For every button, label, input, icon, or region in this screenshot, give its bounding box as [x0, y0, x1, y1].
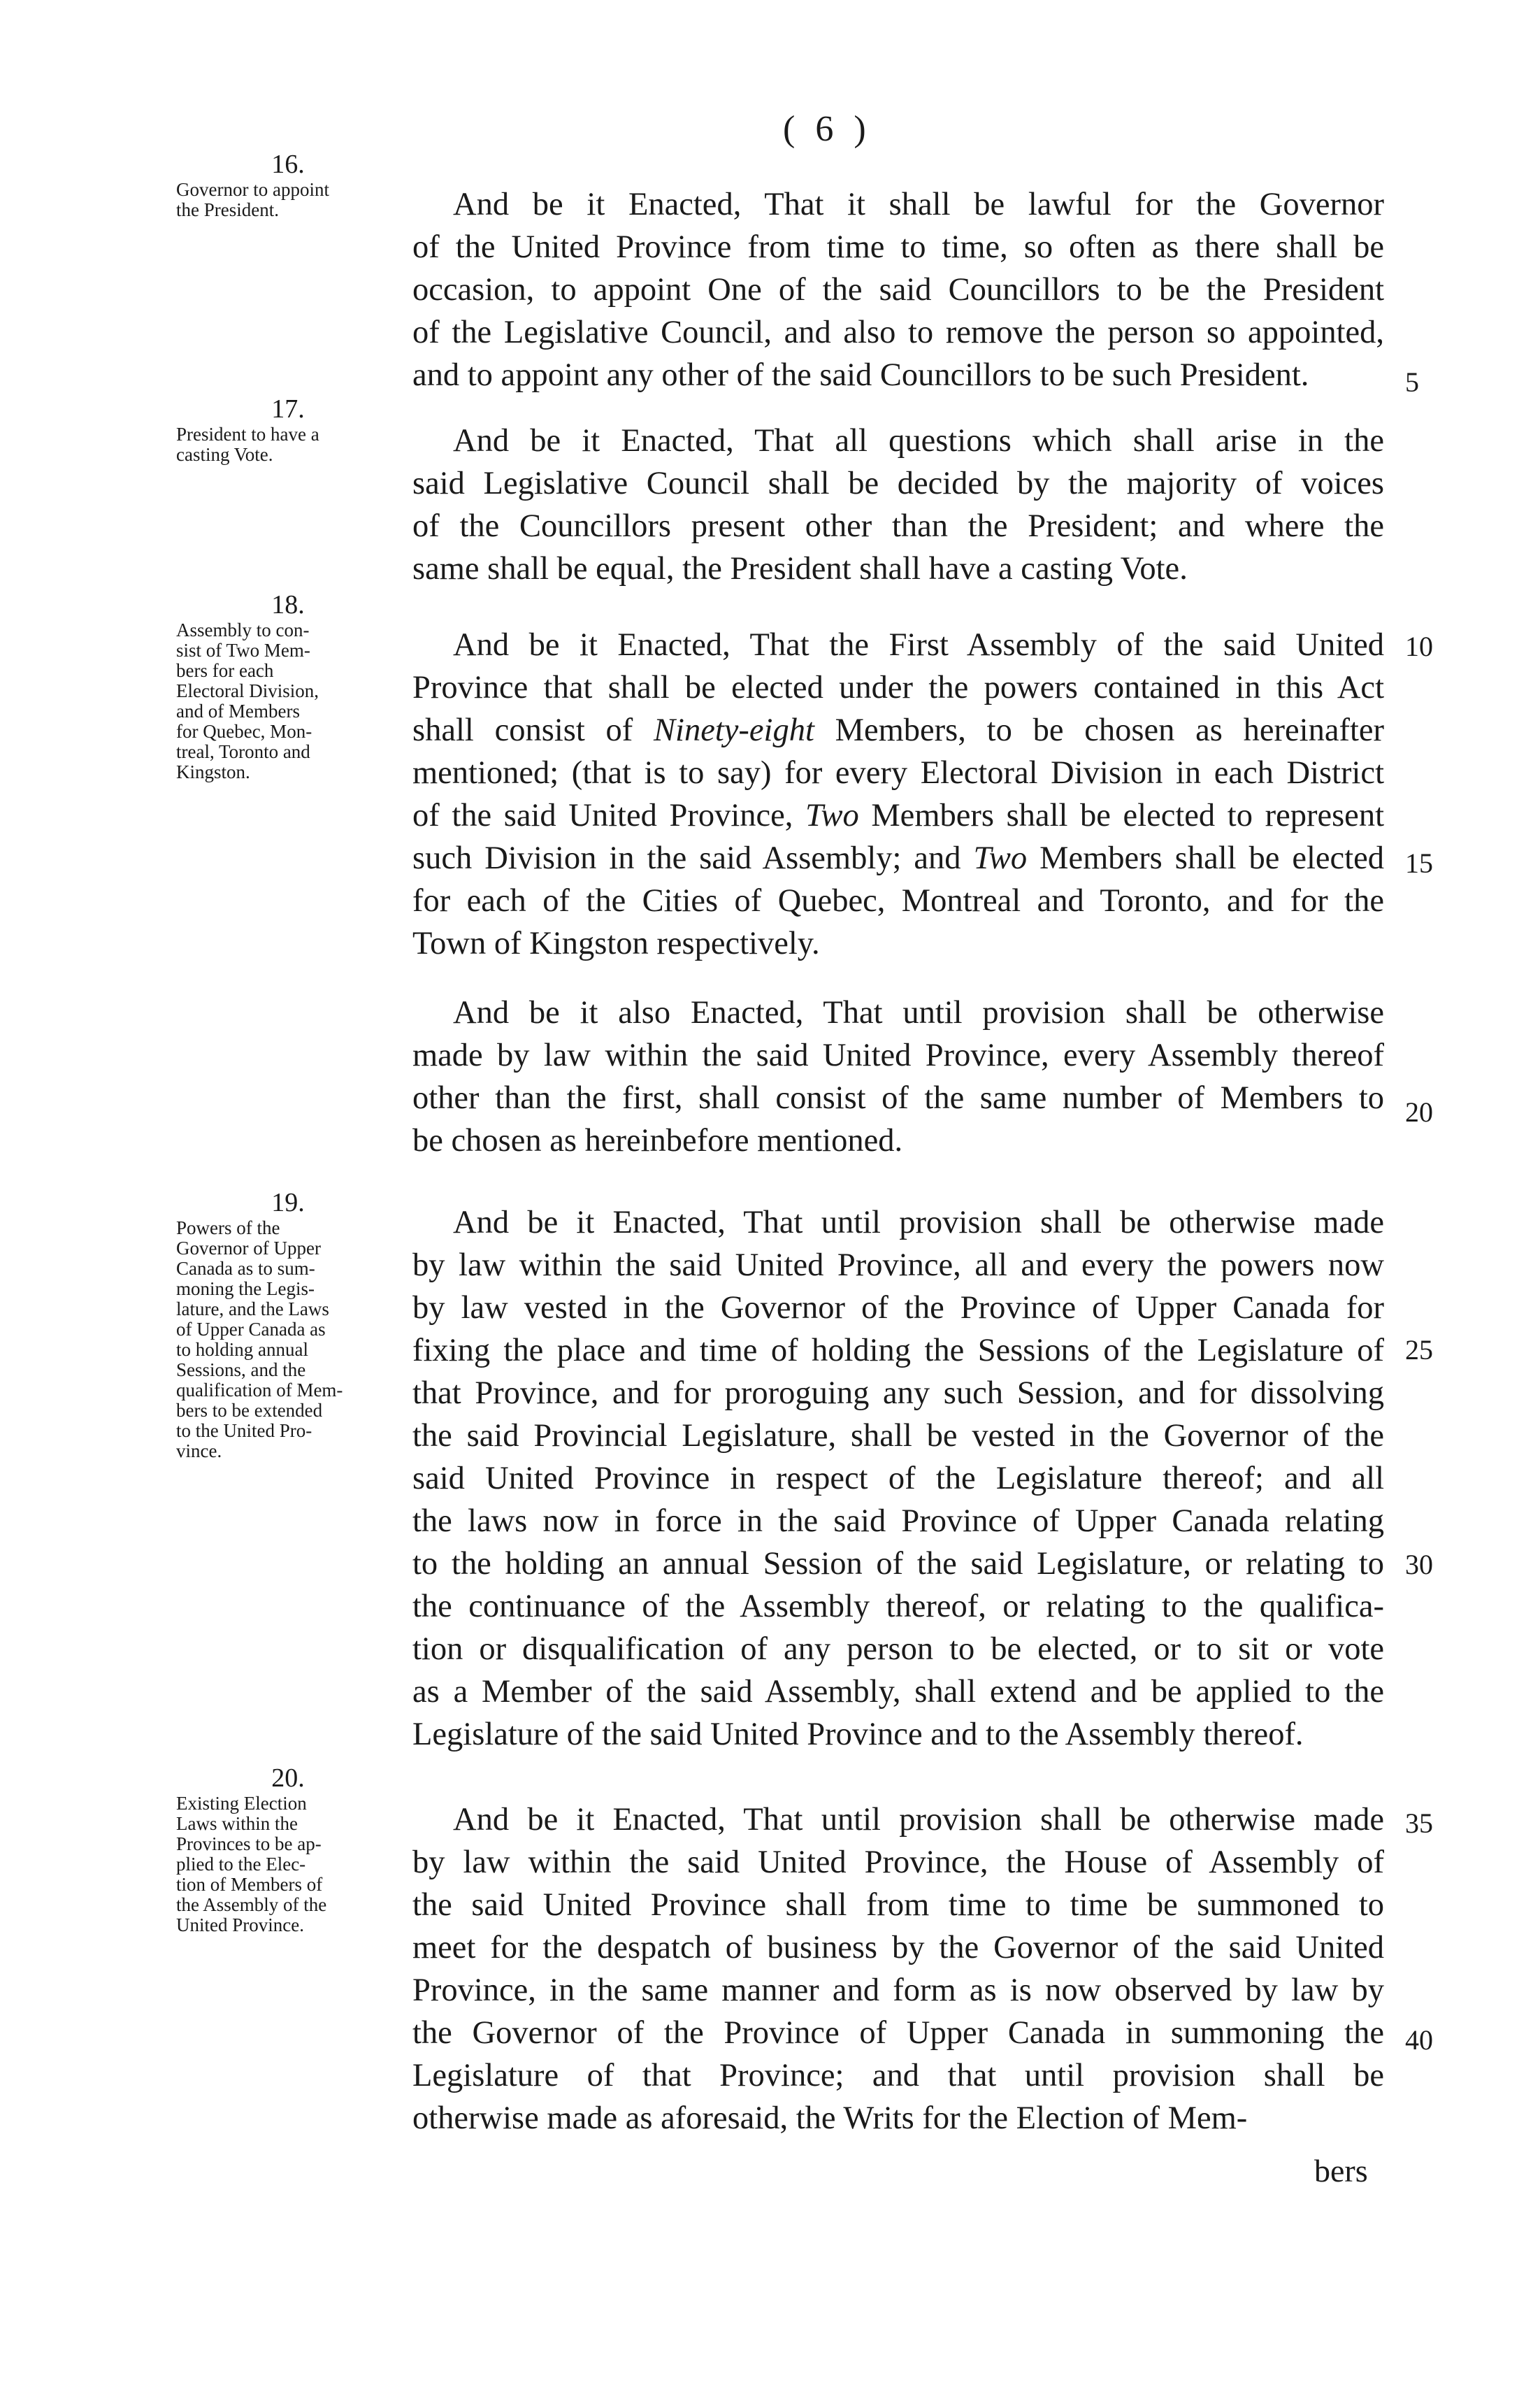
margin-note [176, 1764, 400, 1935]
margin-note-line: of Upper Canada as [176, 1319, 326, 1340]
margin-note-line: the Assembly of the [176, 1894, 327, 1915]
text-line: And be it Enacted, That it shall be lawful for the Governor [453, 187, 1384, 222]
text-line: the said Provincial Legislature, shall be vested in the Governor of the [412, 1418, 1384, 1454]
text-line: by law within the said United Province, all and every the powers now [412, 1247, 1384, 1283]
margin-note-line: Assembly to con- [176, 619, 310, 640]
page-number: ( 6 ) [783, 109, 872, 149]
text-line: of the said United Province, Two Members shall be elected to represent [412, 798, 1384, 833]
section-text [412, 183, 1384, 396]
section-text [412, 1798, 1384, 2140]
margin-note [176, 591, 400, 782]
margin-note-line: to holding annual [176, 1339, 308, 1360]
catchword: bers [1314, 2153, 1368, 2189]
text-line: that Province, and for proroguing any such Session, and for dissolving [412, 1375, 1384, 1411]
text-line: by law vested in the Governor of the Province of Upper Canada for [412, 1290, 1384, 1326]
line-number: 15 [1405, 847, 1433, 879]
text-line: And be it Enacted, That the First Assembly of the said United [453, 627, 1384, 663]
text-line: said United Province in respect of the Legislature thereof; and all [412, 1461, 1384, 1496]
text-line: Province, in the same manner and form as is now observed by law by [412, 1972, 1384, 2008]
line-number: 5 [1405, 366, 1419, 398]
text-line: shall consist of Ninety-eight Members, to be chosen as hereinafter [412, 712, 1384, 748]
text-line: to the holding an annual Session of the said Legislature, or relating to [412, 1546, 1384, 1582]
text-line: same shall be equal, the President shall have a casting Vote. [412, 551, 1188, 587]
text-line: other than the first, shall consist of the same number of Members to [412, 1080, 1384, 1116]
line-number: 10 [1405, 631, 1433, 662]
margin-note-line: the President. [176, 199, 279, 220]
margin-note-line: United Province. [176, 1914, 304, 1935]
text-line: And be it Enacted, That until provision shall be otherwise made [453, 1802, 1384, 1838]
italic-text: Ninety-eight [654, 712, 814, 748]
margin-note-line: casting Vote. [176, 444, 273, 465]
italic-text: Two [973, 840, 1028, 876]
margin-note-line: to the United Pro- [176, 1420, 312, 1441]
text-line: And be it also Enacted, That until provision shall be otherwise [453, 995, 1384, 1031]
line-number: 35 [1405, 1807, 1433, 1839]
margin-note-line: Governor to appoint [176, 179, 329, 200]
text-line: Legislature of that Province; and that until provision shall be [412, 2058, 1384, 2093]
text-line: mentioned; (that is to say) for every Electoral Division in each District [412, 755, 1384, 791]
margin-note-line: treal, Toronto and [176, 741, 310, 762]
margin-note-line: lature, and the Laws [176, 1298, 329, 1319]
line-number: 30 [1405, 1549, 1433, 1580]
margin-note-line: bers to be extended [176, 1400, 323, 1421]
text-line: the laws now in force in the said Province of Upper Canada relating [412, 1503, 1384, 1539]
margin-note-line: Powers of the [176, 1217, 280, 1238]
text-line: be chosen as hereinbefore mentioned. [412, 1123, 903, 1159]
section-text [412, 420, 1384, 590]
margin-note-line: Laws within the [176, 1813, 298, 1834]
margin-note-line: President to have a [176, 424, 319, 445]
text-line: made by law within the said United Province, every Assembly thereof [412, 1038, 1384, 1073]
section-text [412, 991, 1384, 1162]
margin-note-line: moning the Legis- [176, 1278, 315, 1299]
margin-note-line: bers for each [176, 660, 274, 681]
text-line: And be it Enacted, That all questions which shall arise in the [453, 423, 1384, 459]
text-line: for each of the Cities of Quebec, Montreal and Toronto, and for the [412, 883, 1384, 919]
section-text [412, 624, 1384, 965]
section-text [412, 1201, 1384, 1756]
section-number: 16. [271, 150, 305, 179]
margin-note-line: Kingston. [176, 761, 250, 782]
section-number: 20. [271, 1763, 305, 1793]
text-line: said Legislative Council shall be decided by the majority of voices [412, 466, 1384, 501]
text-line: by law within the said United Province, the House of Assembly of [412, 1845, 1384, 1880]
margin-note [176, 395, 400, 465]
text-line: otherwise made as aforesaid, the Writs for the Election of Mem- [412, 2100, 1248, 2136]
text-line: of the Councillors present other than the President; and where the [412, 508, 1384, 544]
text-line: occasion, to appoint One of the said Councillors to be the President [412, 272, 1384, 308]
section-number: 18. [271, 590, 305, 619]
margin-note-line: and of Members [176, 701, 300, 722]
line-number: 25 [1405, 1334, 1433, 1366]
margin-note [176, 150, 400, 220]
margin-note-line: Electoral Division, [176, 680, 319, 701]
text-line: Legislature of the said United Province and to the Assembly thereof. [412, 1717, 1304, 1752]
text-line: tion or disqualification of any person to be elected, or to sit or vote [412, 1631, 1384, 1667]
margin-note-line: plied to the Elec- [176, 1854, 306, 1875]
margin-note-line: Existing Election [176, 1793, 307, 1814]
margin-note-line: Sessions, and the [176, 1359, 306, 1380]
text-line: of the Legislative Council, and also to remove the person so appointed, [412, 315, 1384, 350]
margin-note-line: Provinces to be ap- [176, 1833, 322, 1854]
margin-note-line: tion of Members of [176, 1874, 323, 1895]
margin-note [176, 1189, 400, 1461]
text-line: the continuance of the Assembly thereof, or relating to the qualifica- [412, 1589, 1384, 1624]
text-line: of the United Province from time to time, so often as there shall be [412, 229, 1384, 265]
margin-note-line: Governor of Upper [176, 1238, 321, 1259]
text-line: and to appoint any other of the said Councillors to be such President. [412, 357, 1309, 393]
margin-note-line: qualification of Mem- [176, 1380, 343, 1401]
line-number: 20 [1405, 1096, 1433, 1128]
text-line: Province that shall be elected under the powers contained in this Act [412, 670, 1384, 706]
section-number: 17. [271, 394, 305, 424]
text-line: And be it Enacted, That until provision shall be otherwise made [453, 1205, 1384, 1240]
text-line: Town of Kingston respectively. [412, 926, 820, 961]
margin-note-line: Canada as to sum- [176, 1258, 315, 1279]
text-line: such Division in the said Assembly; and Two Members shall be elected [412, 840, 1384, 876]
margin-note-line: sist of Two Mem- [176, 640, 310, 661]
text-line: as a Member of the said Assembly, shall extend and be applied to the [412, 1674, 1384, 1710]
text-line: meet for the despatch of business by the Governor of the said United [412, 1930, 1384, 1965]
line-number: 40 [1405, 2024, 1433, 2056]
text-line: the Governor of the Province of Upper Canada in summoning the [412, 2015, 1384, 2051]
text-line: fixing the place and time of holding the Sessions of the Legislature of [412, 1333, 1384, 1368]
italic-text: Two [805, 798, 859, 833]
margin-note-line: for Quebec, Mon- [176, 721, 312, 742]
section-number: 19. [271, 1188, 305, 1217]
margin-note-line: vince. [176, 1440, 222, 1461]
text-line: the said United Province shall from time to time be summoned to [412, 1887, 1384, 1923]
